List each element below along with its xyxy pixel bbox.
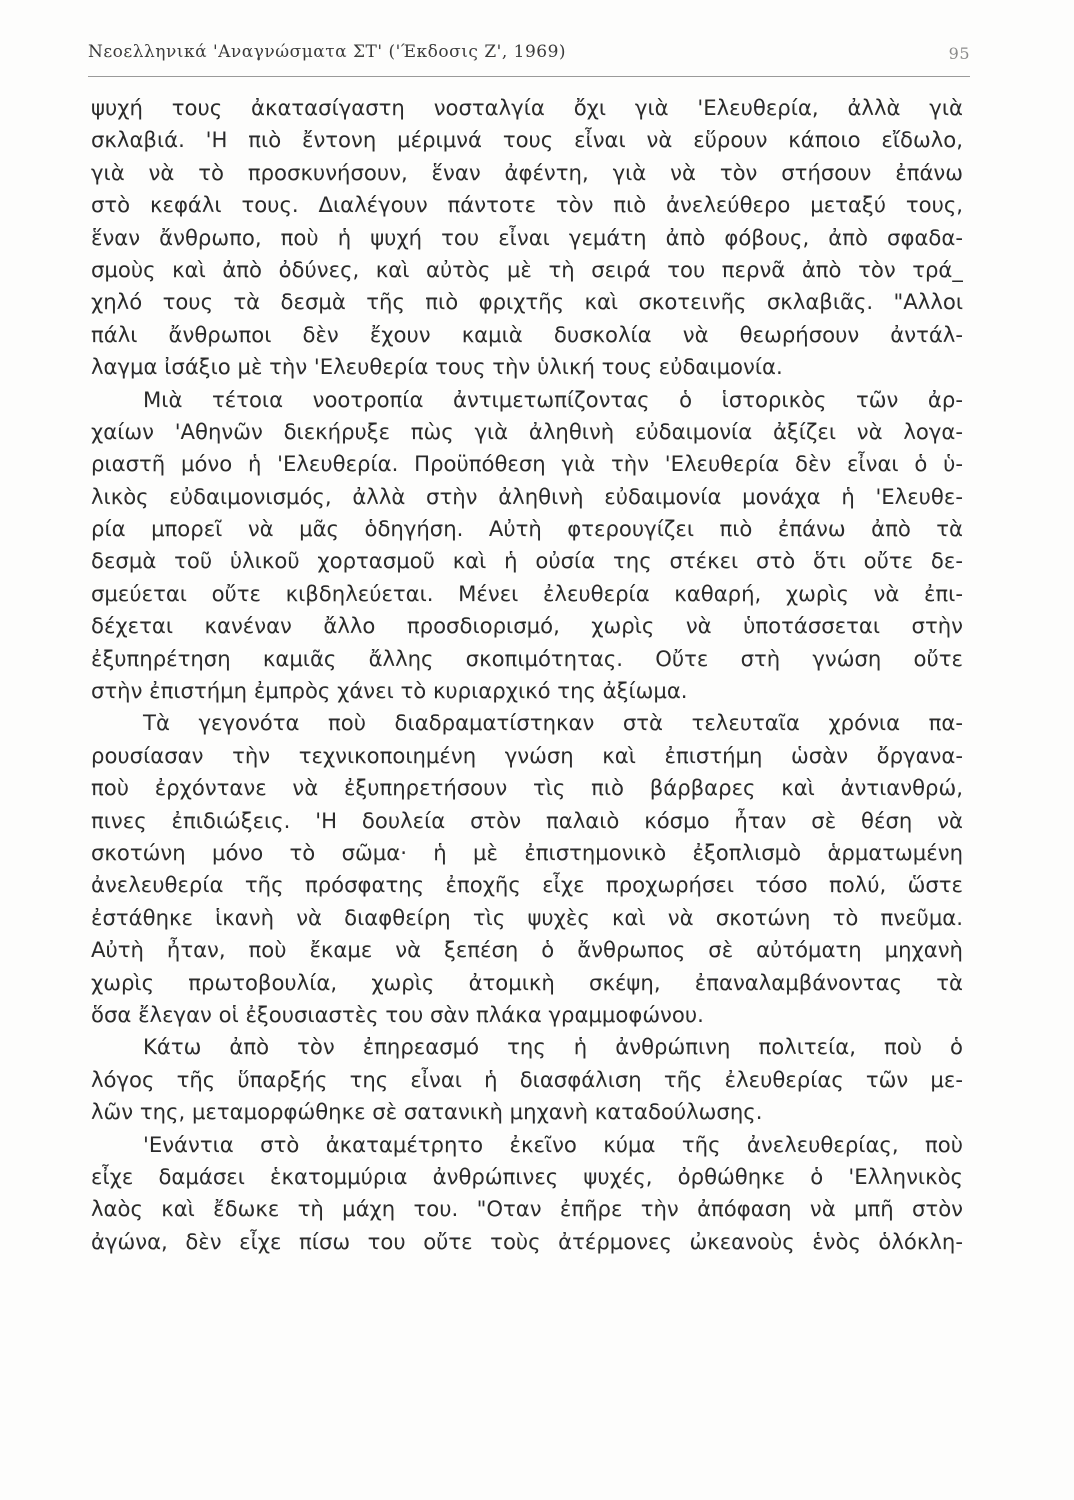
text-line: ψυχή τους ἀκατασίγαστη νοσταλγία ὄχι γιὰ 'Ελευθερία, ἀλλὰ γιὰ bbox=[91, 95, 963, 120]
paragraph-5 bbox=[91, 1129, 963, 1259]
text-line: δέχεται κανέναν ἄλλο προσδιορισμό, χωρὶς νὰ ὑποτάσσεται στὴν bbox=[91, 613, 963, 639]
text-line: Τὰ γεγονότα ποὺ διαδραματίστηκαν στὰ τελευταῖα χρόνια πα- bbox=[143, 710, 963, 736]
text-line: σμοὺς καὶ ἀπὸ ὀδύνες, καὶ αὐτὸς μὲ τὴ σειρά του περνᾶ ἀπὸ τὸν τρά_ bbox=[91, 256, 963, 282]
text-line: ποὺ ἐρχόντανε νὰ ἐξυπηρετήσουν τὶς πιὸ βάρβαρες καὶ ἀντιανθρώ, bbox=[91, 775, 963, 801]
text-line: λικὸς εὐδαιμονισμός, ἀλλὰ στὴν ἀληθινὴ εὐδαιμονία μονάχα ἡ 'Ελευθε- bbox=[91, 483, 963, 509]
running-head bbox=[88, 36, 970, 77]
text-line: λαγμα ἰσάξιο μὲ τὴν 'Ελευθερία τους τὴν ὑλική τους εὐδαιμονία. bbox=[91, 354, 783, 380]
text-line: ἀγώνα, δὲν εἶχε πίσω του οὔτε τοὺς ἀτέρμονες ὠκεανοὺς ἑνὸς ὁλόκλη- bbox=[91, 1228, 963, 1254]
text-line: ἕναν ἄνθρωπο, ποὺ ἡ ψυχή του εἶναι γεμάτη ἀπὸ φόβους, ἀπὸ σφαδα- bbox=[91, 224, 963, 250]
text-line: στὸ κεφάλι τους. Διαλέγουν πάντοτε τὸν πιὸ ἀνελεύθερο μεταξύ τους, bbox=[91, 192, 963, 218]
text-line: ρία μπορεῖ νὰ μᾶς ὁδηγήση. Αὐτὴ φτερουγίζει πιὸ ἐπάνω ἀπὸ τὰ bbox=[91, 516, 963, 542]
text-line: λῶν της, μεταμορφώθηκε σὲ σατανικὴ μηχανὴ καταδούλωσης. bbox=[91, 1099, 763, 1125]
text-line: γιὰ νὰ τὸ προσκυνήσουν, ἕναν ἀφέντη, γιὰ νὰ τὸν στήσουν ἐπάνω bbox=[91, 159, 963, 185]
paragraph-1 bbox=[91, 92, 963, 384]
text-line: σμεύεται οὔτε κιβδηλεύεται. Μένει ἐλευθερία καθαρή, χωρὶς νὰ ἐπι- bbox=[91, 580, 963, 606]
page-number: 95 bbox=[948, 44, 970, 63]
text-line: Αὐτὴ ἦταν, ποὺ ἔκαμε νὰ ξεπέση ὁ ἄνθρωπος σὲ αὐτόματη μηχανὴ bbox=[91, 937, 963, 963]
running-head-title: Νεοελληνικά 'Αναγνώσματα ΣΤ' ('Έκδοσις Ζ', 1969) bbox=[88, 42, 567, 62]
text-line: λόγος τῆς ὕπαρξής της εἶναι ἡ διασφάλιση τῆς ἐλευθερίας τῶν με- bbox=[91, 1066, 963, 1092]
text-line: χαίων 'Αθηνῶν διεκήρυξε πὼς γιὰ ἀληθινὴ εὐδαιμονία ἀξίζει νὰ λογα- bbox=[91, 418, 963, 444]
text-line: σκλαβιά. 'Η πιὸ ἔντονη μέριμνά τους εἶναι νὰ εὕρουν κάποιο εἴδωλο, bbox=[91, 127, 963, 153]
text-line: ἀνελευθερία τῆς πρόσφατης ἐποχῆς εἶχε προχωρήσει τόσο πολύ, ὥστε bbox=[91, 872, 963, 898]
paragraph-2 bbox=[91, 384, 963, 708]
text-line: Μιὰ τέτοια νοοτροπία ἀντιμετωπίζοντας ὁ ἱστορικὸς τῶν ἀρ- bbox=[143, 386, 963, 412]
text-line: στὴν ἐπιστήμη ἐμπρὸς χάνει τὸ κυριαρχικό της ἀξίωμα. bbox=[91, 678, 688, 704]
text-line: χωρὶς πρωτοβουλία, χωρὶς ἀτομικὴ σκέψη, ἐπαναλαμβάνοντας τὰ bbox=[91, 969, 963, 995]
text-line: πινες ἐπιδιώξεις. 'Η δουλεία στὸν παλαιὸ κόσμο ἦταν σὲ θέση νὰ bbox=[91, 807, 963, 833]
text-line: δεσμὰ τοῦ ὑλικοῦ χορτασμοῦ καὶ ἡ οὐσία της στέκει στὸ ὅτι οὔτε δε- bbox=[91, 548, 963, 574]
text-line: ἐστάθηκε ἱκανὴ νὰ διαφθείρη τὶς ψυχὲς καὶ νὰ σκοτώνη τὸ πνεῦμα. bbox=[91, 904, 963, 930]
paragraph-4 bbox=[91, 1031, 963, 1128]
text-line: ἐξυπηρέτηση καμιᾶς ἄλλης σκοπιμότητας. Οὔτε στὴ γνώση οὔτε bbox=[91, 645, 963, 671]
text-line: σκοτώνη μόνο τὸ σῶμα· ἡ μὲ ἐπιστημονικὸ ἐξοπλισμὸ ἁρματωμένη bbox=[91, 839, 963, 865]
paragraph-3 bbox=[91, 707, 963, 1031]
text-line: εἶχε δαμάσει ἑκατομμύρια ἀνθρώπινες ψυχές, ὀρθώθηκε ὁ 'Ελληνικὸς bbox=[91, 1163, 963, 1189]
text-line: λαὸς καὶ ἔδωκε τὴ μάχη του. "Οταν ἐπῆρε τὴν ἀπόφαση νὰ μπῆ στὸν bbox=[91, 1196, 963, 1222]
text-line: Κάτω ἀπὸ τὸν ἐπηρεασμό της ἡ ἀνθρώπινη πολιτεία, ποὺ ὁ bbox=[143, 1034, 963, 1060]
text-line: 'Ενάντια στὸ ἀκαταμέτρητο ἐκεῖνο κύμα τῆς ἀνελευθερίας, ποὺ bbox=[143, 1131, 963, 1157]
text-line: ριαστῆ μόνο ἡ 'Ελευθερία. Προϋπόθεση γιὰ τὴν 'Ελευθερία δὲν εἶναι ὁ ὑ- bbox=[91, 451, 963, 477]
text-line: ρουσίασαν τὴν τεχνικοποιημένη γνώση καὶ ἐπιστήμη ὡσὰν ὄργανα- bbox=[91, 742, 963, 768]
text-line: ὅσα ἔλεγαν οἱ ἐξουσιαστὲς του σὰν πλάκα γραμμοφώνου. bbox=[91, 1001, 704, 1027]
text-line: χηλό τους τὰ δεσμὰ τῆς πιὸ φριχτῆς καὶ σκοτεινῆς σκλαβιᾶς. "Αλλοι bbox=[91, 289, 963, 315]
text-line: πάλι ἄνθρωποι δὲν ἔχουν καμιὰ δυσκολία νὰ θεωρήσουν ἀντάλ- bbox=[91, 321, 963, 347]
body-text bbox=[91, 92, 963, 1258]
